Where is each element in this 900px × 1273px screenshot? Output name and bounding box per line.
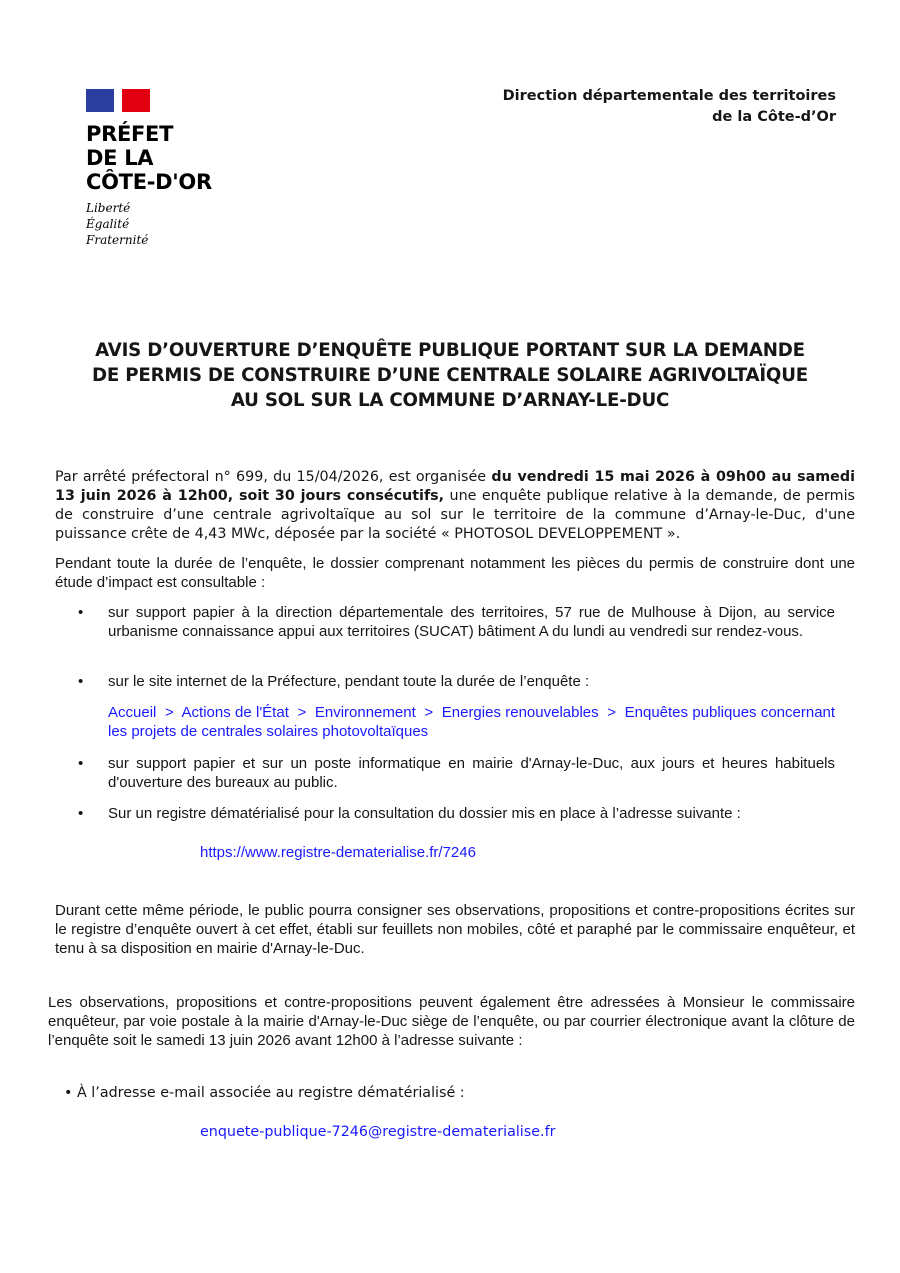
title-line: AVIS D’OUVERTURE D’ENQUÊTE PUBLIQUE PORTANT SUR LA DEMANDE bbox=[95, 340, 805, 361]
prefet-line: DE LA bbox=[86, 146, 154, 170]
prefet-line: PRÉFET bbox=[86, 122, 174, 146]
website-breadcrumb bbox=[108, 703, 835, 741]
breadcrumb-link[interactable]: Enquêtes publiques concernant les projets de centrales solaires photovoltaïques bbox=[108, 704, 836, 740]
title-line: DE PERMIS DE CONSTRUIRE D’UNE CENTRALE SOLAIRE AGRIVOLTAÏQUE bbox=[92, 365, 808, 386]
list-item-text: sur support papier à la direction départementale des territoires, 57 rue de Mulhouse à Dijon, au service urbanisme connaissance appui aux territoires (SUCAT) bâtiment A du lundi au vendredi sur rendez-vous. bbox=[108, 604, 835, 640]
notice-title bbox=[60, 338, 840, 413]
bullet-icon: • bbox=[78, 604, 84, 621]
breadcrumb-link[interactable]: Accueil bbox=[108, 704, 157, 721]
correspondence-paragraph: Les observations, propositions et contre-propositions peuvent également être adressées à Monsieur le commissaire enquêteur, par voie postale à la mairie d'Arnay-le-Duc siège de l’enquête, ou par courrier électronique avant la clôture de l’enquête soit le samedi 13 juin 2026 avant 12h00 à l’adresse suivante : bbox=[48, 994, 855, 1049]
list-item-text: Sur un registre dématérialisé pour la consultation du dossier mis en place à l’adresse suivante : bbox=[108, 805, 741, 822]
consultation-intro: Pendant toute la durée de l’enquête, le dossier comprenant notamment les pièces du permis de construire dont une étude d’impact est consultable : bbox=[55, 555, 855, 591]
breadcrumb-separator: > bbox=[297, 704, 307, 721]
list-item-text: sur support papier et sur un poste informatique en mairie d'Arnay-le-Duc, aux jours et heures habituels d'ouverture des bureaux au public. bbox=[108, 755, 835, 791]
breadcrumb-link[interactable]: Environnement bbox=[314, 704, 416, 721]
intro-text-end: une enquête publique relative à la demande, de permis de construire d’une centrale agrivoltaïque au sol sur le territoire de la commune d’Arnay-le-Duc, d'une puissance crête de 4,43 MWc, déposée par la société « PHOTOSOL DEVELOPPEMENT ». bbox=[55, 488, 855, 542]
prefet-line: CÔTE-D'OR bbox=[86, 170, 212, 194]
registry-url-link[interactable]: https://www.registre-dematerialise.fr/7246 bbox=[200, 844, 476, 861]
motto-line: Égalité bbox=[86, 217, 130, 231]
republic-motto bbox=[86, 200, 236, 248]
prefecture-logo bbox=[86, 89, 236, 248]
breadcrumb-link[interactable]: Energies renouvelables bbox=[441, 704, 599, 721]
republic-flag-icon bbox=[86, 89, 150, 112]
list-item-text: sur le site internet de la Préfecture, pendant toute la durée de l’enquête : bbox=[108, 673, 590, 690]
bullet-icon: • bbox=[78, 805, 84, 822]
intro-text: Par arrêté préfectoral n° 699, du 15/04/2026, est organisée bbox=[55, 469, 492, 485]
prefet-title bbox=[86, 122, 236, 194]
bullet-icon: • bbox=[78, 673, 84, 690]
breadcrumb-separator: > bbox=[424, 704, 434, 721]
bullet-icon: • bbox=[78, 755, 84, 772]
motto-line: Fraternité bbox=[86, 233, 149, 247]
inquiry-dates: du vendredi 15 mai 2026 à 09h00 au samedi 13 juin 2026 à 12h00, soit 30 jours consécutifs, bbox=[55, 469, 855, 504]
intro-paragraph bbox=[55, 468, 855, 544]
motto-line: Liberté bbox=[86, 201, 131, 215]
issuing-authority bbox=[503, 86, 836, 128]
breadcrumb-link[interactable]: Actions de l'État bbox=[181, 704, 289, 721]
observations-paragraph: Durant cette même période, le public pourra consigner ses observations, propositions et contre-propositions écrites sur le registre d’enquête ouvert à cet effet, établi sur feuillets non mobiles, côté et paraphé par le commissaire enquêteur, et tenu à sa disposition en mairie d'Arnay-le-Duc. bbox=[55, 902, 855, 957]
breadcrumb-separator: > bbox=[607, 704, 617, 721]
title-line: AU SOL SUR LA COMMUNE D’ARNAY-LE-DUC bbox=[230, 390, 670, 411]
authority-line: Direction départementale des territoires bbox=[502, 88, 836, 104]
authority-line: de la Côte-d’Or bbox=[712, 109, 836, 125]
breadcrumb-separator: > bbox=[164, 704, 174, 721]
email-list-item: • À l’adresse e-mail associée au registre dématérialisé : bbox=[64, 1085, 465, 1101]
email-address-link[interactable]: enquete-publique-7246@registre-dematerialise.fr bbox=[200, 1124, 556, 1140]
